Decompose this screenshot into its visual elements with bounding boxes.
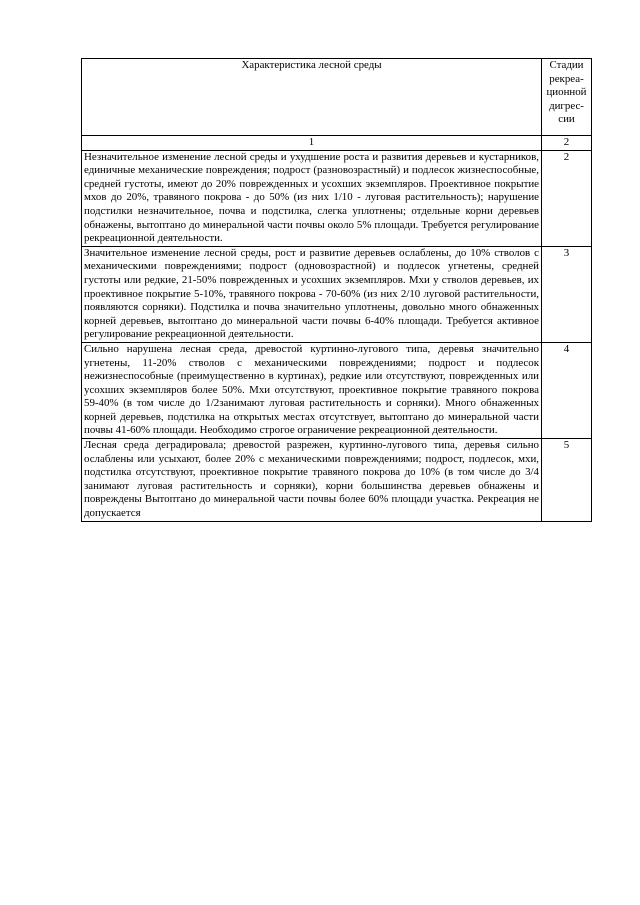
- header-digression-stage: Стадии рекреа-ционной дигрес-сии: [542, 59, 592, 136]
- column-number-2: 2: [542, 136, 592, 151]
- header-forest-characteristic: Характеристика лесной среды: [82, 59, 542, 136]
- column-number-1: 1: [82, 136, 542, 151]
- table-row: [82, 342, 592, 438]
- column-number-row: [82, 136, 592, 151]
- row-description: Лесная среда деградировала; древостой разрежен, куртинно-лугового типа, деревья сильно ослаблены или усыхают, более 20% с механическими повреждениями; подрост, подлесок, мхи, подстилка отсутствуют, проективное покрытие травяного покрова до 10% (в том числе до 3/4 занимают луговая растительность и сорняки), корни большинства деревьев обнажены и повреждены Вытоптано до минеральной части почвы более 60% площади участка. Рекреация не допускается: [82, 439, 542, 522]
- table-header-row: [82, 59, 592, 136]
- row-description: Незначительное изменение лесной среды и ухудшение роста и развития деревьев и кустарников, единичные механические повреждения; подрост (разновозрастный) и подлесок жизнеспособные, средней густоты, имеют до 20% поврежденных и усохших экземпляров. Проективное покрытие мхов до 20%, травяного покрова - до 50% (из них 1/10 - луговая растительность); нарушение подстилки незначительное, почва и подстилка, слегка уплотнены; отдельные корни деревьев обнажены, вытоптано до минеральной части почвы около 5% площади. Требуется регулирование рекреационной деятельности.: [82, 150, 542, 246]
- row-stage: 4: [542, 342, 592, 438]
- recreational-digression-table: [81, 58, 592, 522]
- table-row: [82, 150, 592, 246]
- table-row: [82, 439, 592, 522]
- table-row: [82, 246, 592, 342]
- row-stage: 2: [542, 150, 592, 246]
- row-description: Сильно нарушена лесная среда, древостой куртинно-лугового типа, деревья значительно угнетены, 11-20% стволов с механическими повреждениями; подрост и подлесок нежизнеспособные (преимущественно в куртинах), редкие или отсутствуют, поврежденных или усохших экземпляров более 50%. Мхи отсутствуют, проективное покрытие травяного покрова 59-40% (в том числе до 1/2занимают луговая растительность и сорняки). Много обнаженных корней деревьев, подстилка на открытых местах отсутствует, вытоптано до минеральной части почвы 41-60% площади. Необходимо строгое ограничение рекреационной деятельности.: [82, 342, 542, 438]
- row-stage: 3: [542, 246, 592, 342]
- row-description: Значительное изменение лесной среды, рост и развитие деревьев ослаблены, до 10% стволов с механическими повреждениями; подрост (одновозрастной) и подлесок угнетены, средней густоты или редкие, 21-50% поврежденных и усохших экземпляров. Мхи у стволов деревьев, их проективное покрытие 5-10%, травяного покрова - 70-60% (из них 2/10 луговой растительности, появляются сорняки). Подстилка и почва значительно уплотнены, довольно много обнаженных корней деревьев, вытоптано до минеральной части почвы 6-40% площади. Требуется активное регулирование рекреационной деятельности.: [82, 246, 542, 342]
- row-stage: 5: [542, 439, 592, 522]
